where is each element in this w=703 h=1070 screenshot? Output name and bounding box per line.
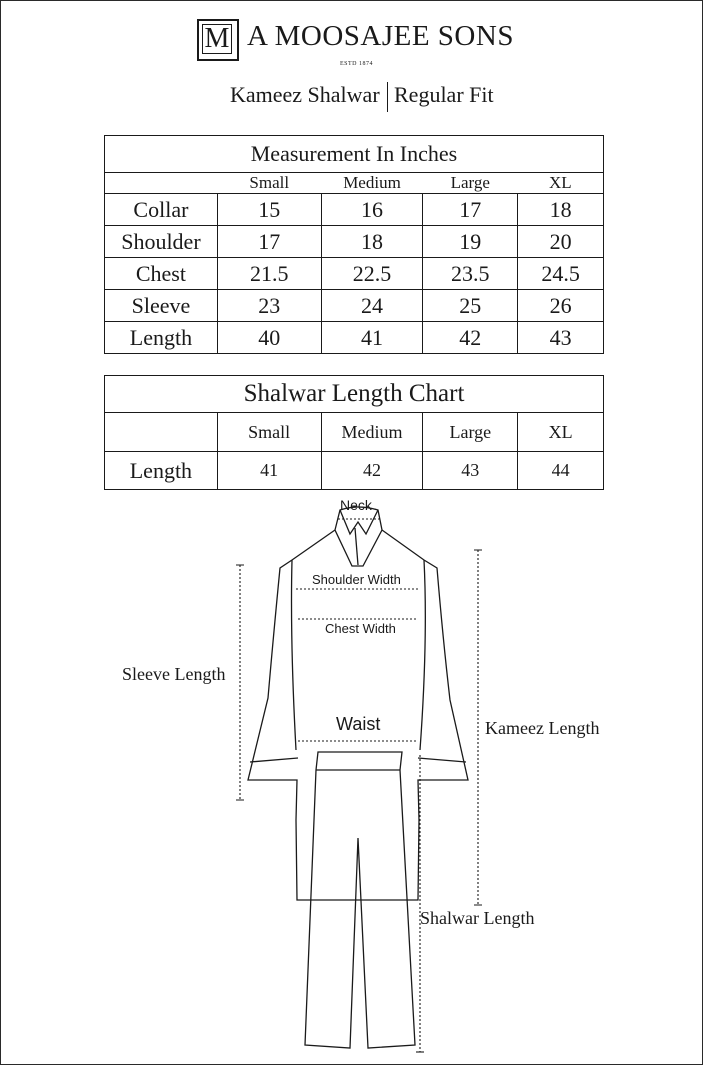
column-header: Large (450, 173, 490, 192)
kameez-length-label: Kameez Length (485, 718, 600, 738)
neck-label: Neck (340, 497, 372, 513)
table-cell: 43 (423, 452, 518, 490)
brand-logo (197, 19, 239, 61)
garment-diagram (0, 490, 703, 1065)
table-cell: 41 (217, 452, 321, 490)
brand-name: A MOOSAJEE SONS (247, 20, 514, 52)
table-cell: 16 (321, 194, 423, 226)
column-header: Small (217, 413, 321, 452)
table-cell: 20 (518, 226, 604, 258)
column-header: Medium (321, 413, 423, 452)
row-label: Chest (105, 258, 218, 290)
header (0, 8, 703, 113)
table-cell: 41 (321, 322, 423, 354)
table-cell: 15 (217, 194, 321, 226)
shalwar-length-label: Shalwar Length (420, 908, 535, 928)
table-cell: 24.5 (518, 258, 604, 290)
table-cell: 22.5 (321, 258, 423, 290)
table-cell: 18 (518, 194, 604, 226)
right-cuff (418, 758, 466, 762)
waist-label: Waist (336, 714, 381, 734)
chest-width-label: Chest Width (325, 621, 396, 636)
table-cell: 40 (217, 322, 321, 354)
table-row (105, 258, 604, 290)
table-cell: 23 (217, 290, 321, 322)
table-cell: 17 (423, 194, 518, 226)
table-cell: 19 (423, 226, 518, 258)
kameez-table-title: Measurement In Inches (105, 136, 604, 173)
table-row (105, 194, 604, 226)
product-name: Kameez Shalwar (230, 82, 380, 107)
row-label: Sleeve (105, 290, 218, 322)
table-cell: 42 (321, 452, 423, 490)
row-label: Collar (105, 194, 218, 226)
table-row (105, 226, 604, 258)
table-cell: 43 (518, 322, 604, 354)
column-header: Large (423, 413, 518, 452)
shalwar-length-table (104, 375, 604, 490)
row-label: Length (105, 322, 218, 354)
table-cell: 21.5 (217, 258, 321, 290)
sleeve-length-label: Sleeve Length (122, 664, 226, 684)
column-header: Medium (343, 173, 401, 192)
fit-type: Regular Fit (394, 82, 494, 107)
table-cell: 26 (518, 290, 604, 322)
table-row (105, 322, 604, 354)
shoulder-width-label: Shoulder Width (312, 572, 401, 587)
row-label: Shoulder (105, 226, 218, 258)
table-cell: 23.5 (423, 258, 518, 290)
shalwar-table-header (105, 413, 604, 452)
column-header: Small (249, 173, 290, 192)
left-cuff (250, 758, 298, 762)
table-cell: 18 (321, 226, 423, 258)
kameez-measurement-table (104, 135, 604, 354)
table-cell: 44 (518, 452, 604, 490)
column-header: XL (518, 173, 604, 194)
table-cell: 42 (423, 322, 518, 354)
row-label: Length (105, 452, 218, 490)
table-row (105, 452, 604, 490)
table-cell: 17 (217, 226, 321, 258)
shalwar-table-title: Shalwar Length Chart (105, 376, 604, 413)
table-cell: 25 (423, 290, 518, 322)
table-cell: 24 (321, 290, 423, 322)
kameez-table-header (105, 173, 604, 194)
logo-letter: M (202, 24, 232, 54)
brand-established: ESTD 1874 (340, 61, 373, 67)
header-blank-cell (105, 413, 218, 452)
header-blank-cell (105, 173, 218, 194)
subtitle-divider (387, 82, 388, 112)
column-header: XL (518, 413, 604, 452)
table-row (105, 290, 604, 322)
